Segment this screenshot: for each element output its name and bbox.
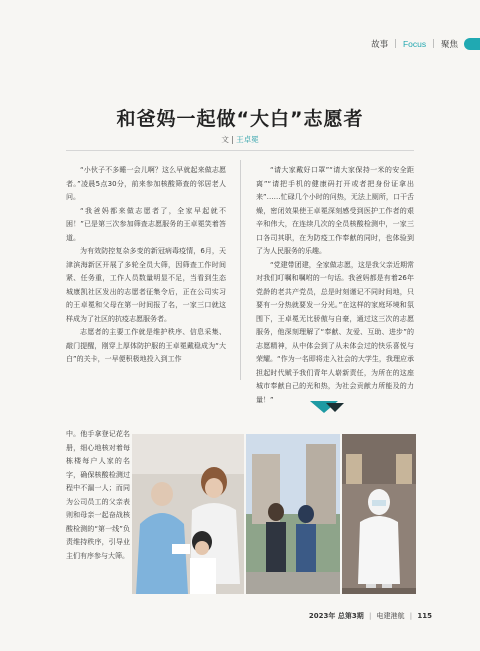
section-label-cn: 故事 — [371, 40, 389, 50]
decorative-triangle-dark — [326, 403, 344, 412]
left-column — [66, 164, 226, 367]
column-divider — [240, 160, 241, 380]
section-label-cn2: 聚焦 — [440, 40, 458, 50]
article-title: 和爸妈一起做“大白”志愿者 — [116, 108, 364, 130]
byline-label: 文 — [221, 135, 229, 144]
byline-separator: | — [231, 135, 234, 144]
paragraph: “小伙子不多睡一会儿啊？这么早就起来做志愿者。”凌晨5点30分，前来参加核酸筛查的邻居老人问。 — [66, 166, 226, 201]
paragraph: 志愿者的主要工作就是维护秩序、信息采集、敲门提醒，刚穿上厚体防护服的王卓冕戴稳成为“大白”的关卡，一早便积极地投入到工作 — [66, 328, 226, 363]
header-separator: | — [432, 39, 435, 49]
header-separator: | — [394, 39, 397, 49]
paragraph: “请大家戴好口罩”“请大家保持一米的安全距离”“请把手机的健康码打开或者把身份证拿出来”……忙碌几个小时的问热，无法上厕所，口干舌燥，密闭效果使王卓冕深刻感受到医护工作者的艰辛和伟大，在连续几次的全员核酸检测中，一家三口各司其职，在为防疫工作奉献的同时，也体验到了为人民服务的乐趣。 — [256, 166, 414, 255]
page-number: 115 — [417, 612, 432, 620]
photo-outdoor-checkpoint — [246, 434, 340, 594]
photo-volunteer-protective-suit — [342, 434, 416, 594]
paragraph: 为有效防控复杂多变的新冠病毒疫情，6月，天津滨海新区开展了多轮全员大筛，因筛查工作时间紧、任务重，工作人员数量明显不足，当看到生态城康凯社区发出的志愿者征集令后，正在公司实习的王卓冕和父母在第一时间报了名，一家三口就这样成为了社区的抗疫志愿服务者。 — [66, 247, 226, 323]
photo-volunteers-registering — [132, 434, 244, 594]
right-column — [256, 164, 414, 407]
footer-separator: | — [368, 612, 372, 620]
left-narrow-column — [66, 428, 130, 563]
byline — [0, 134, 480, 145]
section-label-en: Focus — [402, 39, 427, 49]
paragraph: 中。他手拿登记花名册，细心地核对着每栋楼每户人家的名字，确保核酸检测过程中不漏一人；而同为公司员工的父亲表则和母亲一起奋战核酸检测的“第一线”负责维持秩序，引导业主们有序参与大筛。 — [66, 430, 130, 560]
page-footer — [309, 611, 432, 621]
section-tab-marker — [464, 38, 480, 50]
paragraph: “我爸妈都来做志愿者了，全家早起就不困！”已是第三次参加筛查志愿服务的王卓冕笑着答道。 — [66, 206, 226, 242]
author-name: 王卓冕 — [236, 135, 259, 144]
footer-separator: | — [409, 612, 413, 620]
publication-name: 电建港航 — [376, 612, 405, 620]
title-divider — [66, 150, 414, 151]
paragraph: “党建带团建，全家做志愿，这是我父亲近期常对我们叮嘱和嘱咐的一句话。我爸妈都是有着26年党龄的老共产党员，总是时刻谨记不同时间地，只要有一分热就要发一分光。”在这样的家庭环境和氛围下，王卓冕无比骄傲与自豪，通过这三次的志愿服务，他深刻理解了“奉献、友爱、互助、进步”的志愿精神，从中体会到了从未体会过的快乐喜悦与荣耀。“作为一名即将走入社会的大学生，我理应承担起时代赋予我们青年人崭新责任，为所在的这座城市奉献自己的光和热，为社会贡献力所能及的力量！” — [256, 260, 414, 404]
issue-label: 2023年 总第3期 — [308, 612, 364, 620]
section-header — [371, 36, 480, 52]
